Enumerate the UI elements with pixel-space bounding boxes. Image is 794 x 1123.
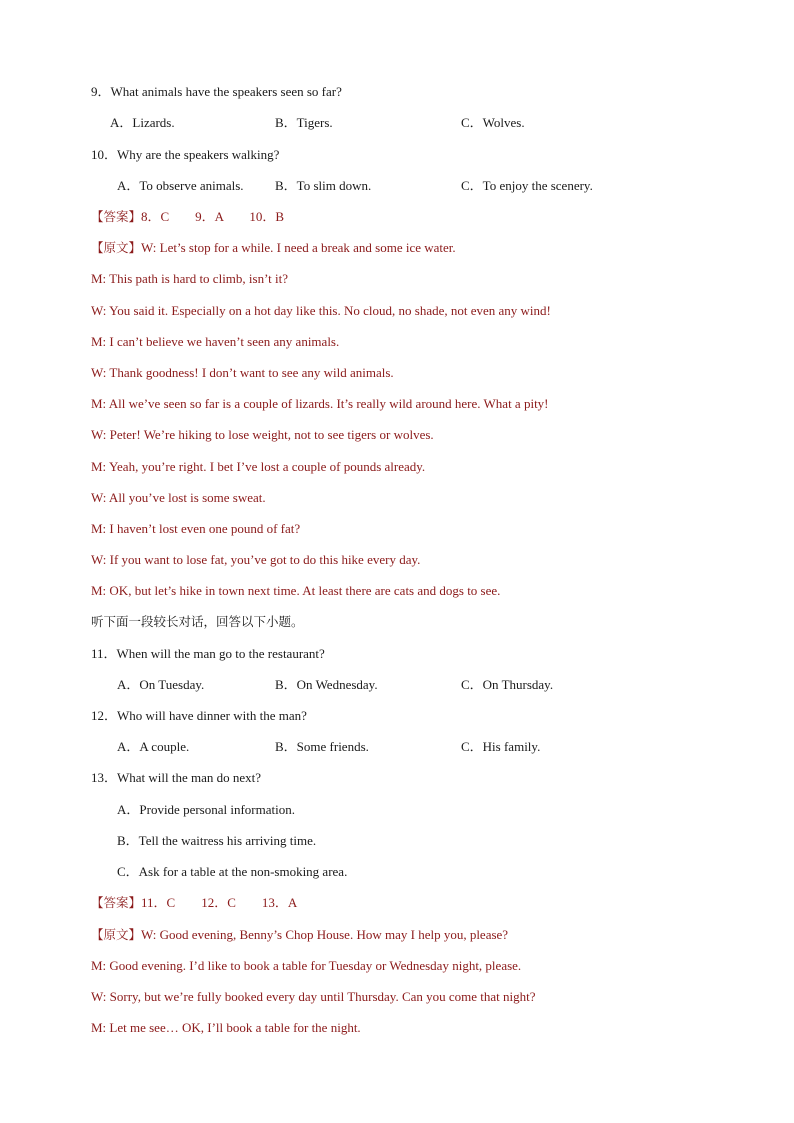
- answer-line-8-10: [91, 209, 284, 225]
- answer-tag: 【答案】: [91, 209, 142, 224]
- question-12-stem: 12．Who will have dinner with the man?: [91, 708, 307, 723]
- question-11-option-c: C．On Thursday.: [461, 677, 554, 692]
- answer-line-11-13: [91, 895, 297, 911]
- question-10-option-c: C．To enjoy the scenery.: [461, 178, 593, 193]
- transcript-line: [91, 240, 456, 256]
- question-12-option-b: B．Some friends.: [275, 739, 369, 754]
- transcript-line: M: Yeah, you’re right. I bet I’ve lost a couple of pounds already.: [91, 459, 426, 474]
- question-10-option-a: A．To observe animals.: [117, 178, 244, 193]
- question-9-option-b: B．Tigers.: [275, 115, 333, 130]
- question-13-option-b: B．Tell the waitress his arriving time.: [117, 833, 317, 848]
- question-11-option-b: B．On Wednesday.: [275, 677, 378, 692]
- transcript-line: W: All you’ve lost is some sweat.: [91, 490, 266, 505]
- transcript-line: M: OK, but let’s hike in town next time. At least there are cats and dogs to see.: [91, 583, 501, 598]
- answer-text: 8．C 9．A 10．B: [141, 209, 285, 224]
- question-13-stem: 13．What will the man do next?: [91, 770, 262, 785]
- question-9-option-a: A．Lizards.: [110, 115, 175, 130]
- transcript-text: W: Good evening, Benny’s Chop House. How may I help you, please?: [141, 927, 509, 942]
- transcript-line: W: Peter! We’re hiking to lose weight, not to see tigers or wolves.: [91, 427, 434, 442]
- transcript-line: W: Sorry, but we’re fully booked every day until Thursday. Can you come that night?: [91, 989, 536, 1004]
- question-10-stem: 10．Why are the speakers walking?: [91, 147, 280, 162]
- transcript-tag: 【原文】: [91, 927, 142, 942]
- transcript-tag: 【原文】: [91, 240, 142, 255]
- question-12-option-a: A．A couple.: [117, 739, 190, 754]
- question-11-stem: 11．When will the man go to the restaurant?: [91, 646, 325, 661]
- transcript-line: W: If you want to lose fat, you’ve got to do this hike every day.: [91, 552, 421, 567]
- transcript-text: W: Let’s stop for a while. I need a break and some ice water.: [141, 240, 456, 255]
- question-10-option-b: B．To slim down.: [275, 178, 372, 193]
- answer-tag: 【答案】: [91, 895, 142, 910]
- transcript-line: M: Let me see… OK, I’ll book a table for the night.: [91, 1020, 361, 1035]
- transcript-line: M: I haven’t lost even one pound of fat?: [91, 521, 301, 536]
- question-13-option-a: A．Provide personal information.: [117, 802, 295, 817]
- question-11-option-a: A．On Tuesday.: [117, 677, 205, 692]
- transcript-line: [91, 927, 508, 943]
- question-9-stem: 9．What animals have the speakers seen so far?: [91, 84, 342, 99]
- question-9-option-c: C．Wolves.: [461, 115, 525, 130]
- transcript-line: W: Thank goodness! I don’t want to see any wild animals.: [91, 365, 394, 380]
- transcript-line: M: This path is hard to climb, isn’t it?: [91, 271, 289, 286]
- transcript-line: M: I can’t believe we haven’t seen any animals.: [91, 334, 340, 349]
- transcript-line: M: All we’ve seen so far is a couple of lizards. It’s really wild around here. What a pity!: [91, 396, 549, 411]
- question-12-option-c: C．His family.: [461, 739, 541, 754]
- answer-text: 11．C 12．C 13．A: [141, 895, 298, 910]
- question-13-option-c: C．Ask for a table at the non-smoking area.: [117, 864, 348, 879]
- section-instruction: 听下面一段较长对话，回答以下小题。: [91, 614, 304, 629]
- transcript-line: W: You said it. Especially on a hot day like this. No cloud, no shade, not even any wind!: [91, 303, 551, 318]
- transcript-line: M: Good evening. I’d like to book a table for Tuesday or Wednesday night, please.: [91, 958, 522, 973]
